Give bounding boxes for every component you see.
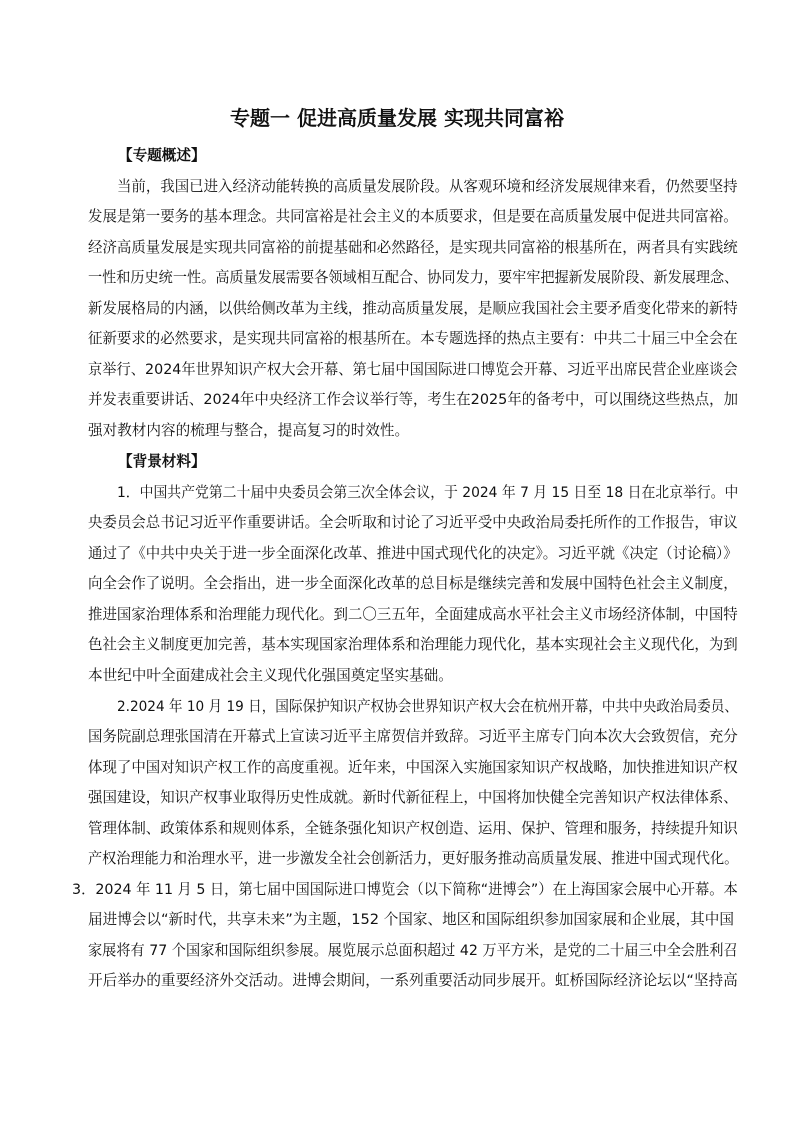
paragraph-line: 强对教材内容的梳理与整合，提高复习的时效性。	[88, 422, 410, 439]
paragraph-line: 产权治理能力和治理水平，进一步激发全社会创新活力，更好服务推动高质量发展、推进中国式现代化。	[88, 850, 739, 867]
paragraph-line: 央委员会总书记习近平作重要讲话。全会听取和讨论了习近平受中央政治局委托所作的工作报告，审议	[88, 514, 738, 531]
paragraph-line: 2.2024 年 10 月 19 日，国际保护知识产权协会世界知识产权大会在杭州开幕，中共中央政治局委员、	[117, 698, 738, 715]
page-title: 专题一 促进高质量发展 实现共同富裕	[230, 106, 564, 130]
paragraph-line: 体现了中国对知识产权工作的高度重视。近年来，中国深入实施国家知识产权战略，加快推进知识产权	[88, 759, 738, 776]
paragraph-line: 发展是第一要务的基本理念。共同富裕是社会主义的本质要求，但是要在高质量发展中促进共同富裕。	[88, 208, 738, 225]
paragraph-line: 经济高质量发展是实现共同富裕的前提基础和必然路径，是实现共同富裕的根基所在，两者具有实践统	[88, 239, 738, 256]
paragraph-line: 当前，我国已进入经济动能转换的高质量发展阶段。从客观环境和经济发展规律来看，仍然要坚持	[117, 178, 738, 195]
paragraph-line: 届进博会以“新时代，共享未来”为主题，152 个国家、地区和国际组织参加国家展和企业展，其中国	[88, 911, 734, 928]
paragraph-line: 开后举办的重要经济外交活动。进博会期间，一系列重要活动同步展开。虹桥国际经济论坛以“坚持高	[88, 972, 738, 989]
paragraph-line: 并发表重要讲话、2024年中央经济工作会议举行等，考生在2025年的备考中，可以围绕这些热点，加	[88, 391, 739, 408]
paragraph-line: 1．中国共产党第二十届中央委员会第三次全体会议，于 2024 年 7 月 15 日至 18 日在北京举行。中	[117, 484, 739, 501]
paragraph-line: 国务院副总理张国清在开幕式上宣读习近平主席贺信并致辞。习近平主席专门向本次大会致贺信，充分	[88, 728, 738, 745]
paragraph-line: 管理体制、政策体系和规则体系，全链条强化知识产权创造、运用、保护、管理和服务，持续提升知识	[88, 820, 738, 837]
paragraph-line: 3．2024 年 11 月 5 日，第七届中国国际进口博览会（以下简称“进博会”）在上海国家会展中心开幕。本	[72, 881, 738, 898]
paragraph-line: 征新要求的必然要求，是实现共同富裕的根基所在。本专题选择的热点主要有：中共二十届三中全会在	[88, 330, 738, 347]
paragraph-line: 本世纪中叶全面建成社会主义现代化强国奠定坚实基础。	[88, 667, 453, 684]
paragraph-line: 色社会主义制度更加完善，基本实现国家治理体系和治理能力现代化，基本实现社会主义现代化，为到	[88, 636, 738, 653]
paragraph-line: 京举行、2024年世界知识产权大会开幕、第七届中国国际进口博览会开幕、习近平出席民营企业座谈会	[88, 361, 738, 378]
paragraph-line: 强国建设，知识产权事业取得历史性成就。新时代新征程上，中国将加快健全完善知识产权法律体系、	[88, 789, 738, 806]
paragraph-line: 一性和历史统一性。高质量发展需要各领域相互配合、协同发力，要牢牢把握新发展阶段、新发展理念、	[88, 269, 739, 286]
paragraph-line: 家展将有 77 个国家和国际组织参展。展览展示总面积超过 42 万平方米，是党的二十届三中全会胜利召	[88, 942, 738, 959]
paragraph-line: 通过了《中共中央关于进一步全面深化改革、推进中国式现代化的决定》。习近平就《决定（讨论稿）》	[88, 545, 738, 562]
paragraph-line: 向全会作了说明。全会指出，进一步全面深化改革的总目标是继续完善和发展中国特色社会主义制度，	[88, 575, 738, 592]
overview-heading: 【专题概述】	[118, 147, 206, 164]
paragraph-line: 推进国家治理体系和治理能力现代化。到二〇三五年，全面建成高水平社会主义市场经济体制，中国特	[88, 606, 738, 623]
background-heading: 【背景材料】	[118, 453, 206, 470]
paragraph-line: 新发展格局的内涵，以供给侧改革为主线，推动高质量发展，是顺应我国社会主要矛盾变化带来的新特	[88, 300, 738, 317]
